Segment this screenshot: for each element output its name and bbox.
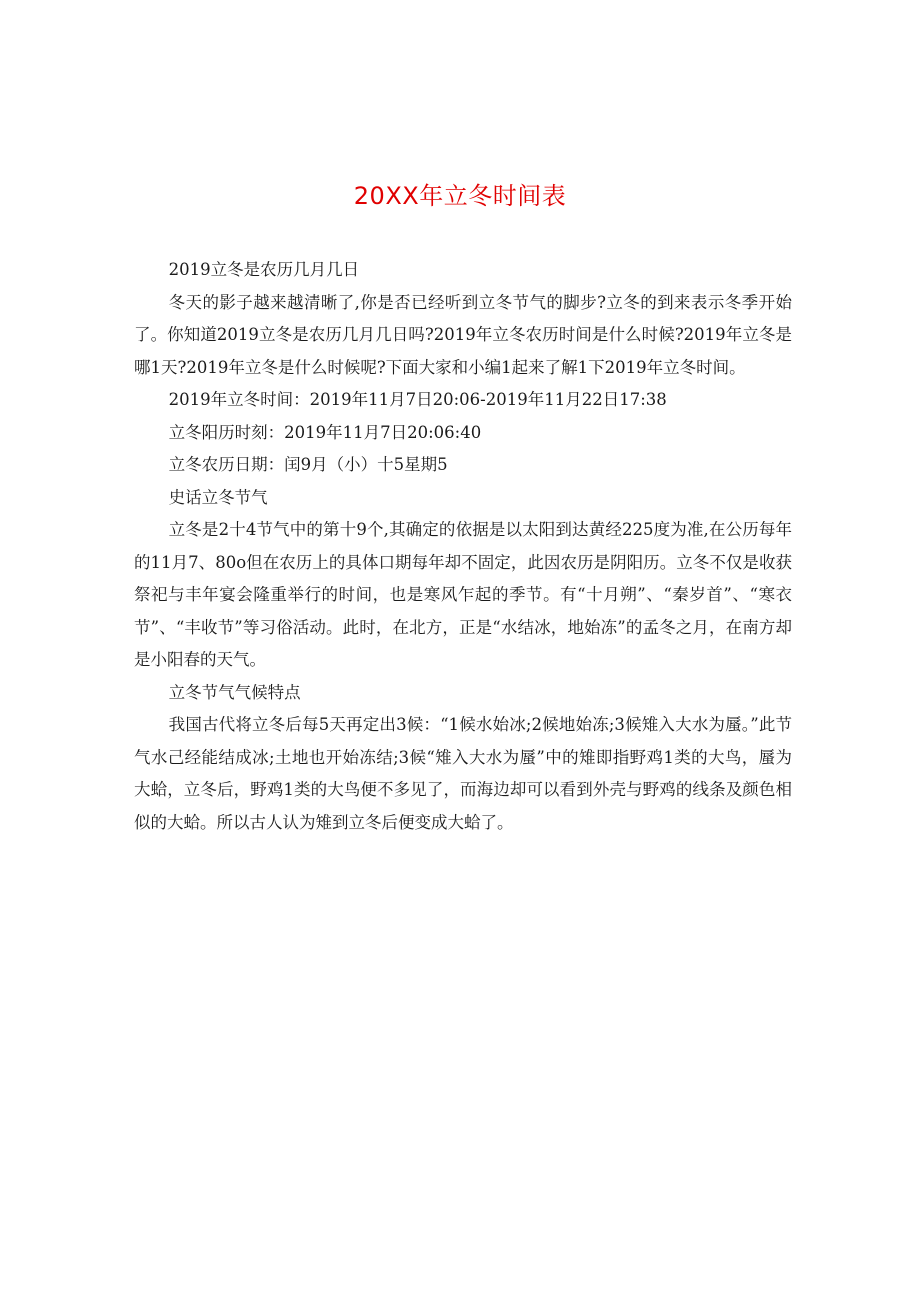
time-range-line: 2019年立冬时间：2019年11月7日20:06-2019年11月22日17:38 — [168, 390, 667, 409]
section-heading-history: 史话立冬节气 — [168, 487, 268, 507]
history-paragraph: 立冬是2十4节气中的第十9个,其确定的依据是以太阳到达黄经225度为准,在公历每年的11月7、80o但在农历上的具体口期每年却不固定，此因农历是阴阳历。立冬不仅是收获祭祀与丰年宴会隆重举行的时间，也是寒风乍起的季节。有“十月朔”、“秦岁首”、“寒衣节”、“丰收节”等习俗活动。此时，在北方，正是“水结冰，地始冻”的孟冬之月，在南方却是小阳春的天气。 — [134, 520, 792, 669]
intro-paragraph: 冬天的影子越来越清晰了,你是否已经听到立冬节气的脚步?立冬的到来表示冬季开始了。你知道2019立冬是农历几月几日吗?2019年立冬农历时间是什么时候?2019年立冬是哪1天?2019年立冬是什么时候呢?下面大家和小编1起来了解1下2019年立冬时间。 — [134, 292, 792, 377]
section-heading-lunar-date: 2019立冬是农历几月几日 — [168, 260, 360, 279]
climate-paragraph: 我国古代将立冬后每5天再定出3候：“1候水始冰;2候地始冻;3候雉入大水为蜃。”此节气水己经能结成冰;土地也开始冻结;3候“雉入大水为蜃”中的雉即指野鸡1类的大鸟，蜃为大蛤，立冬后，野鸡1类的大鸟便不多见了，而海边却可以看到外壳与野鸡的线条及颜色相似的大蛤。所以古人认为雉到立冬后便变成大蛤了。 — [134, 715, 792, 832]
document-body — [134, 254, 792, 839]
lunar-date-line: 立冬农历日期：闰9月（小）十5星期5 — [168, 455, 448, 474]
document-title: 20XX年立冬时间表 — [353, 182, 567, 210]
section-heading-climate: 立冬节气气候特点 — [168, 682, 301, 702]
solar-time-line: 立冬阳历时刻：2019年11月7日20:06:40 — [168, 422, 482, 442]
